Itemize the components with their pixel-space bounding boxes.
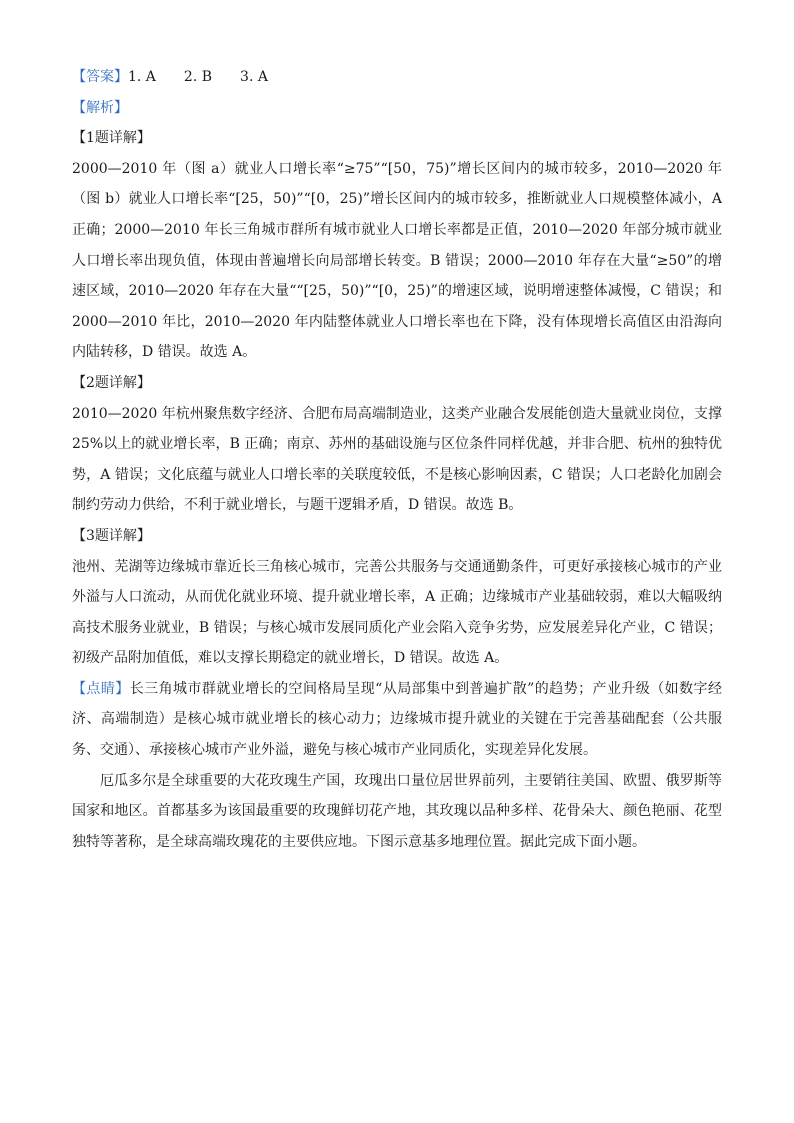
answer-label: 【答案】 — [72, 69, 128, 85]
next-question-intro: 厄瓜多尔是全球重要的大花玫瑰生产国，玫瑰出口量位居世界前列，主要销往美国、欧盟、俄罗斯等国家和地区。首都基多为该国最重要的玫瑰鲜切花产地，其玫瑰以品种多样、花骨朵大、颜色艳丽、花型独特等著称，是全球高端玫瑰花的主要供应地。下图示意基多地理位置。据此完成下面小题。 — [72, 772, 722, 850]
answer-1: 1. A — [128, 69, 156, 85]
answer-2: 2. B — [183, 69, 213, 85]
q2-heading: 【2题详解】 — [72, 374, 151, 391]
answer-line — [72, 62, 722, 93]
tip-label: 【点睛】 — [72, 680, 130, 697]
analysis-heading: 【解析】 — [72, 99, 128, 116]
q3-explanation: 池州、芜湖等边缘城市靠近长三角核心城市，完善公共服务与交通通勤条件，可更好承接核心城市的产业外溢与人口流动，从而优化就业环境、提升就业增长率，A 正确；边缘城市产业基础较弱，难以大幅吸纳高技术服务业就业，B 错误；与核心城市发展同质化产业会陷入竞争劣势，应发展差异化产业，C 错误；初级产品附加值低，难以支撑长期稳定的就业增长，D 错误。故选 A。 — [72, 558, 722, 667]
q1-heading: 【1题详解】 — [72, 130, 151, 147]
document-page — [72, 62, 722, 857]
tip-paragraph — [72, 674, 722, 766]
q1-explanation: 2000—2010 年（图 a）就业人口增长率“≥75”“[50，75)”增长区间内的城市较多，2010—2020 年（图 b）就业人口增长率“[25，50)”“[0，25)”增长区间内的城市较多，推断就业人口规模整体减小，A 正确；2000—2010 年长三角城市群所有城市就业人口增长率都是正值，2010—2020 年部分城市就业人口增长率出现负值，体现由普遍增长向局部增长转变。B 错误；2000—2010 年存在大量“≥50”的增速区域，2010—2020 年存在大量““[25，50)”“[0，25)”的增速区域，说明增速整体减慢，C 错误；和 2000—2010 年比，2010—2020 年内陆整体就业人口增长率也在下降，没有体现增长高值区由沿海向内陆转移，D 错误。故选 A。 — [72, 160, 722, 361]
answer-3: 3. A — [240, 69, 268, 85]
tip-body: 长三角城市群就业增长的空间格局呈现“从局部集中到普遍扩散”的趋势；产业升级（如数字经济、高端制造）是核心城市就业增长的核心动力；边缘城市提升就业的关键在于完善基础配套（公共服务、交通）、承接核心城市产业外溢，避免与核心城市产业同质化，实现差异化发展。 — [72, 680, 722, 759]
q2-explanation: 2010—2020 年杭州聚焦数字经济、合肥布局高端制造业，这类产业融合发展能创造大量就业岗位，支撑 25%以上的就业增长率，B 正确；南京、苏州的基础设施与区位条件同样优越，并非合肥、杭州的独特优势，A 错误；文化底蕴与就业人口增长率的关联度较低，不是核心影响因素，C 错误；人口老龄化加剧会制约劳动力供给，不利于就业增长，与题干逻辑矛盾，D 错误。故选 B。 — [72, 405, 722, 514]
q3-heading: 【3题详解】 — [72, 527, 151, 544]
